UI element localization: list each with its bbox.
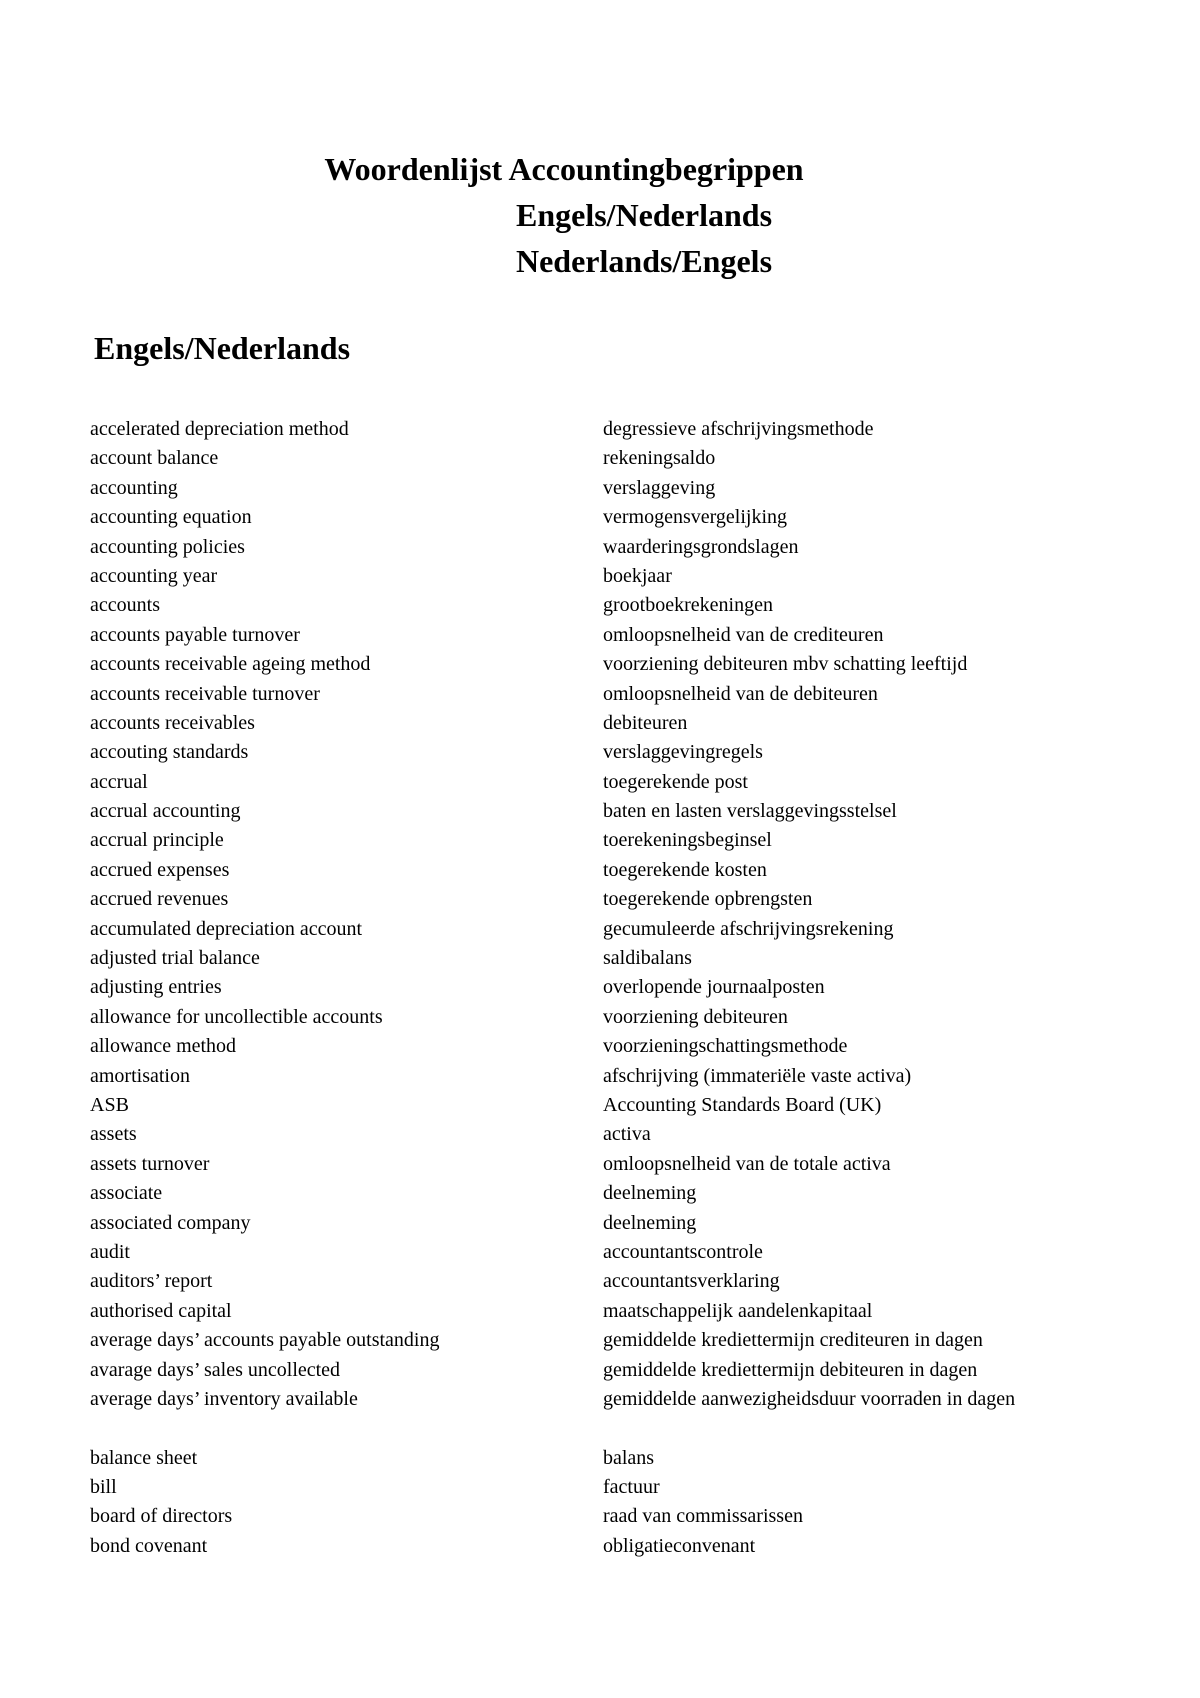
- glossary-row: [90, 1003, 1130, 1032]
- dutch-term: gemiddelde aanwezigheidsduur voorraden in dagen: [603, 1387, 1016, 1410]
- section-heading: Engels/Nederlands: [94, 330, 351, 366]
- dutch-term: toegerekende kosten: [603, 858, 767, 881]
- dutch-term: deelneming: [603, 1211, 697, 1234]
- english-term: accounting: [90, 476, 178, 499]
- dutch-term: afschrijving (immateriële vaste activa): [603, 1064, 912, 1087]
- glossary-row: [90, 533, 1130, 562]
- glossary-row: [90, 621, 1130, 650]
- dutch-term: baten en lasten verslaggevingsstelsel: [603, 800, 897, 823]
- glossary-row: [90, 973, 1130, 1002]
- glossary-row: [90, 885, 1130, 914]
- english-term: allowance method: [90, 1035, 237, 1058]
- glossary-row: [90, 1385, 1130, 1414]
- english-term: average days’ accounts payable outstanding: [90, 1329, 440, 1352]
- dutch-term: toegerekende post: [603, 770, 748, 793]
- dutch-term: voorziening debiteuren mbv schatting leeftijd: [603, 653, 968, 676]
- glossary-row: [90, 709, 1130, 738]
- glossary-row: [90, 1179, 1130, 1208]
- title-line: Engels/Nederlands: [515, 197, 773, 233]
- english-term: accounting equation: [90, 506, 252, 529]
- glossary-row: [90, 1502, 1130, 1531]
- dutch-term: vermogensvergelijking: [603, 506, 788, 529]
- dutch-term: accountantscontrole: [603, 1240, 763, 1263]
- english-term: associate: [90, 1182, 163, 1205]
- dutch-term: voorziening debiteuren: [603, 1005, 788, 1028]
- dutch-term: raad van commissarissen: [603, 1505, 803, 1528]
- glossary-row: [90, 1267, 1130, 1296]
- dutch-term: accountantsverklaring: [603, 1270, 780, 1293]
- dutch-term: voorzieningschattingsmethode: [603, 1035, 848, 1058]
- english-term: bond covenant: [90, 1534, 208, 1557]
- dutch-term: grootboekrekeningen: [603, 594, 773, 617]
- title-line: Nederlands/Engels: [515, 243, 773, 279]
- glossary-row: [90, 1032, 1130, 1061]
- dutch-term: verslaggevingregels: [603, 741, 763, 764]
- dutch-term: activa: [603, 1123, 651, 1146]
- glossary-row: [90, 826, 1130, 855]
- english-term: accelerated depreciation method: [90, 418, 349, 440]
- glossary-row: [90, 856, 1130, 885]
- glossary-row: [90, 768, 1130, 797]
- english-term: allowance for uncollectible accounts: [90, 1005, 383, 1028]
- english-term: balance sheet: [90, 1446, 198, 1469]
- english-term: accounts payable turnover: [90, 623, 300, 646]
- group-spacer: [90, 1414, 1130, 1443]
- glossary-row: [90, 1209, 1130, 1238]
- dutch-term: omloopsnelheid van de debiteuren: [603, 682, 878, 705]
- glossary-row: [90, 503, 1130, 532]
- dutch-term: verslaggeving: [603, 476, 716, 499]
- english-term: accrued revenues: [90, 888, 229, 911]
- english-term: board of directors: [90, 1505, 233, 1528]
- title-line: Woordenlijst Accountingbegrippen: [324, 151, 804, 187]
- english-term: accrual principle: [90, 829, 224, 852]
- english-term: assets: [90, 1123, 137, 1146]
- dutch-term: gemiddelde krediettermijn crediteuren in dagen: [603, 1329, 983, 1352]
- glossary-row: [90, 1120, 1130, 1149]
- glossary-row: [90, 1238, 1130, 1267]
- dutch-term: toerekeningsbeginsel: [603, 829, 772, 852]
- dutch-term: deelneming: [603, 1182, 697, 1205]
- glossary-list: [90, 415, 1130, 1561]
- dutch-term: gecumuleerde afschrijvingsrekening: [603, 917, 894, 940]
- english-term: assets turnover: [90, 1152, 210, 1175]
- english-term: accounts: [90, 594, 160, 617]
- glossary-row: [90, 1444, 1130, 1473]
- english-term: adjusting entries: [90, 976, 222, 999]
- english-term: amortisation: [90, 1064, 190, 1087]
- glossary-row: [90, 1091, 1130, 1120]
- english-term: accouting standards: [90, 741, 249, 764]
- english-term: accounting policies: [90, 535, 245, 558]
- glossary-row: [90, 1532, 1130, 1561]
- glossary-row: [90, 1326, 1130, 1355]
- english-term: ASB: [90, 1093, 129, 1116]
- dutch-term: Accounting Standards Board (UK): [603, 1093, 882, 1116]
- english-term: audit: [90, 1240, 130, 1263]
- dutch-term: saldibalans: [603, 947, 692, 970]
- glossary-row: [90, 650, 1130, 679]
- dutch-term: factuur: [603, 1476, 660, 1499]
- english-term: average days’ inventory available: [90, 1387, 358, 1410]
- dutch-term: obligatieconvenant: [603, 1534, 756, 1557]
- english-term: adjusted trial balance: [90, 947, 260, 970]
- glossary-row: [90, 444, 1130, 473]
- glossary-row: [90, 591, 1130, 620]
- english-term: account balance: [90, 447, 219, 470]
- glossary-row: [90, 797, 1130, 826]
- glossary-row: [90, 562, 1130, 591]
- dutch-term: maatschappelijk aandelenkapitaal: [603, 1299, 873, 1322]
- glossary-row: [90, 415, 1130, 444]
- glossary-row: [90, 1356, 1130, 1385]
- english-term: auditors’ report: [90, 1270, 213, 1293]
- dutch-term: boekjaar: [603, 564, 672, 587]
- dutch-term: gemiddelde krediettermijn debiteuren in dagen: [603, 1358, 978, 1381]
- dutch-term: omloopsnelheid van de totale activa: [603, 1152, 891, 1175]
- glossary-row: [90, 1473, 1130, 1502]
- english-term: avarage days’ sales uncollected: [90, 1358, 341, 1381]
- glossary-row: [90, 680, 1130, 709]
- english-term: accumulated depreciation account: [90, 917, 363, 940]
- glossary-row: [90, 944, 1130, 973]
- dutch-term: degressieve afschrijvingsmethode: [603, 418, 874, 440]
- glossary-row: [90, 1150, 1130, 1179]
- glossary-row: [90, 1062, 1130, 1091]
- english-term: accounting year: [90, 564, 218, 587]
- dutch-term: toegerekende opbrengsten: [603, 888, 813, 911]
- english-term: accrual: [90, 770, 148, 793]
- english-term: accrual accounting: [90, 800, 241, 823]
- document-title: [0, 146, 1200, 284]
- english-term: accrued expenses: [90, 858, 230, 881]
- dutch-term: rekeningsaldo: [603, 447, 716, 470]
- english-term: bill: [90, 1476, 117, 1499]
- dutch-term: waarderingsgrondslagen: [603, 535, 799, 558]
- english-term: associated company: [90, 1211, 251, 1234]
- dutch-term: overlopende journaalposten: [603, 976, 825, 999]
- glossary-row: [90, 1297, 1130, 1326]
- dutch-term: balans: [603, 1446, 655, 1469]
- english-term: authorised capital: [90, 1299, 232, 1322]
- english-term: accounts receivable turnover: [90, 682, 320, 705]
- english-term: accounts receivables: [90, 711, 255, 734]
- dutch-term: debiteuren: [603, 711, 688, 734]
- glossary-row: [90, 474, 1130, 503]
- glossary-row: [90, 738, 1130, 767]
- dutch-term: omloopsnelheid van de crediteuren: [603, 623, 884, 646]
- glossary-row: [90, 915, 1130, 944]
- english-term: accounts receivable ageing method: [90, 653, 371, 676]
